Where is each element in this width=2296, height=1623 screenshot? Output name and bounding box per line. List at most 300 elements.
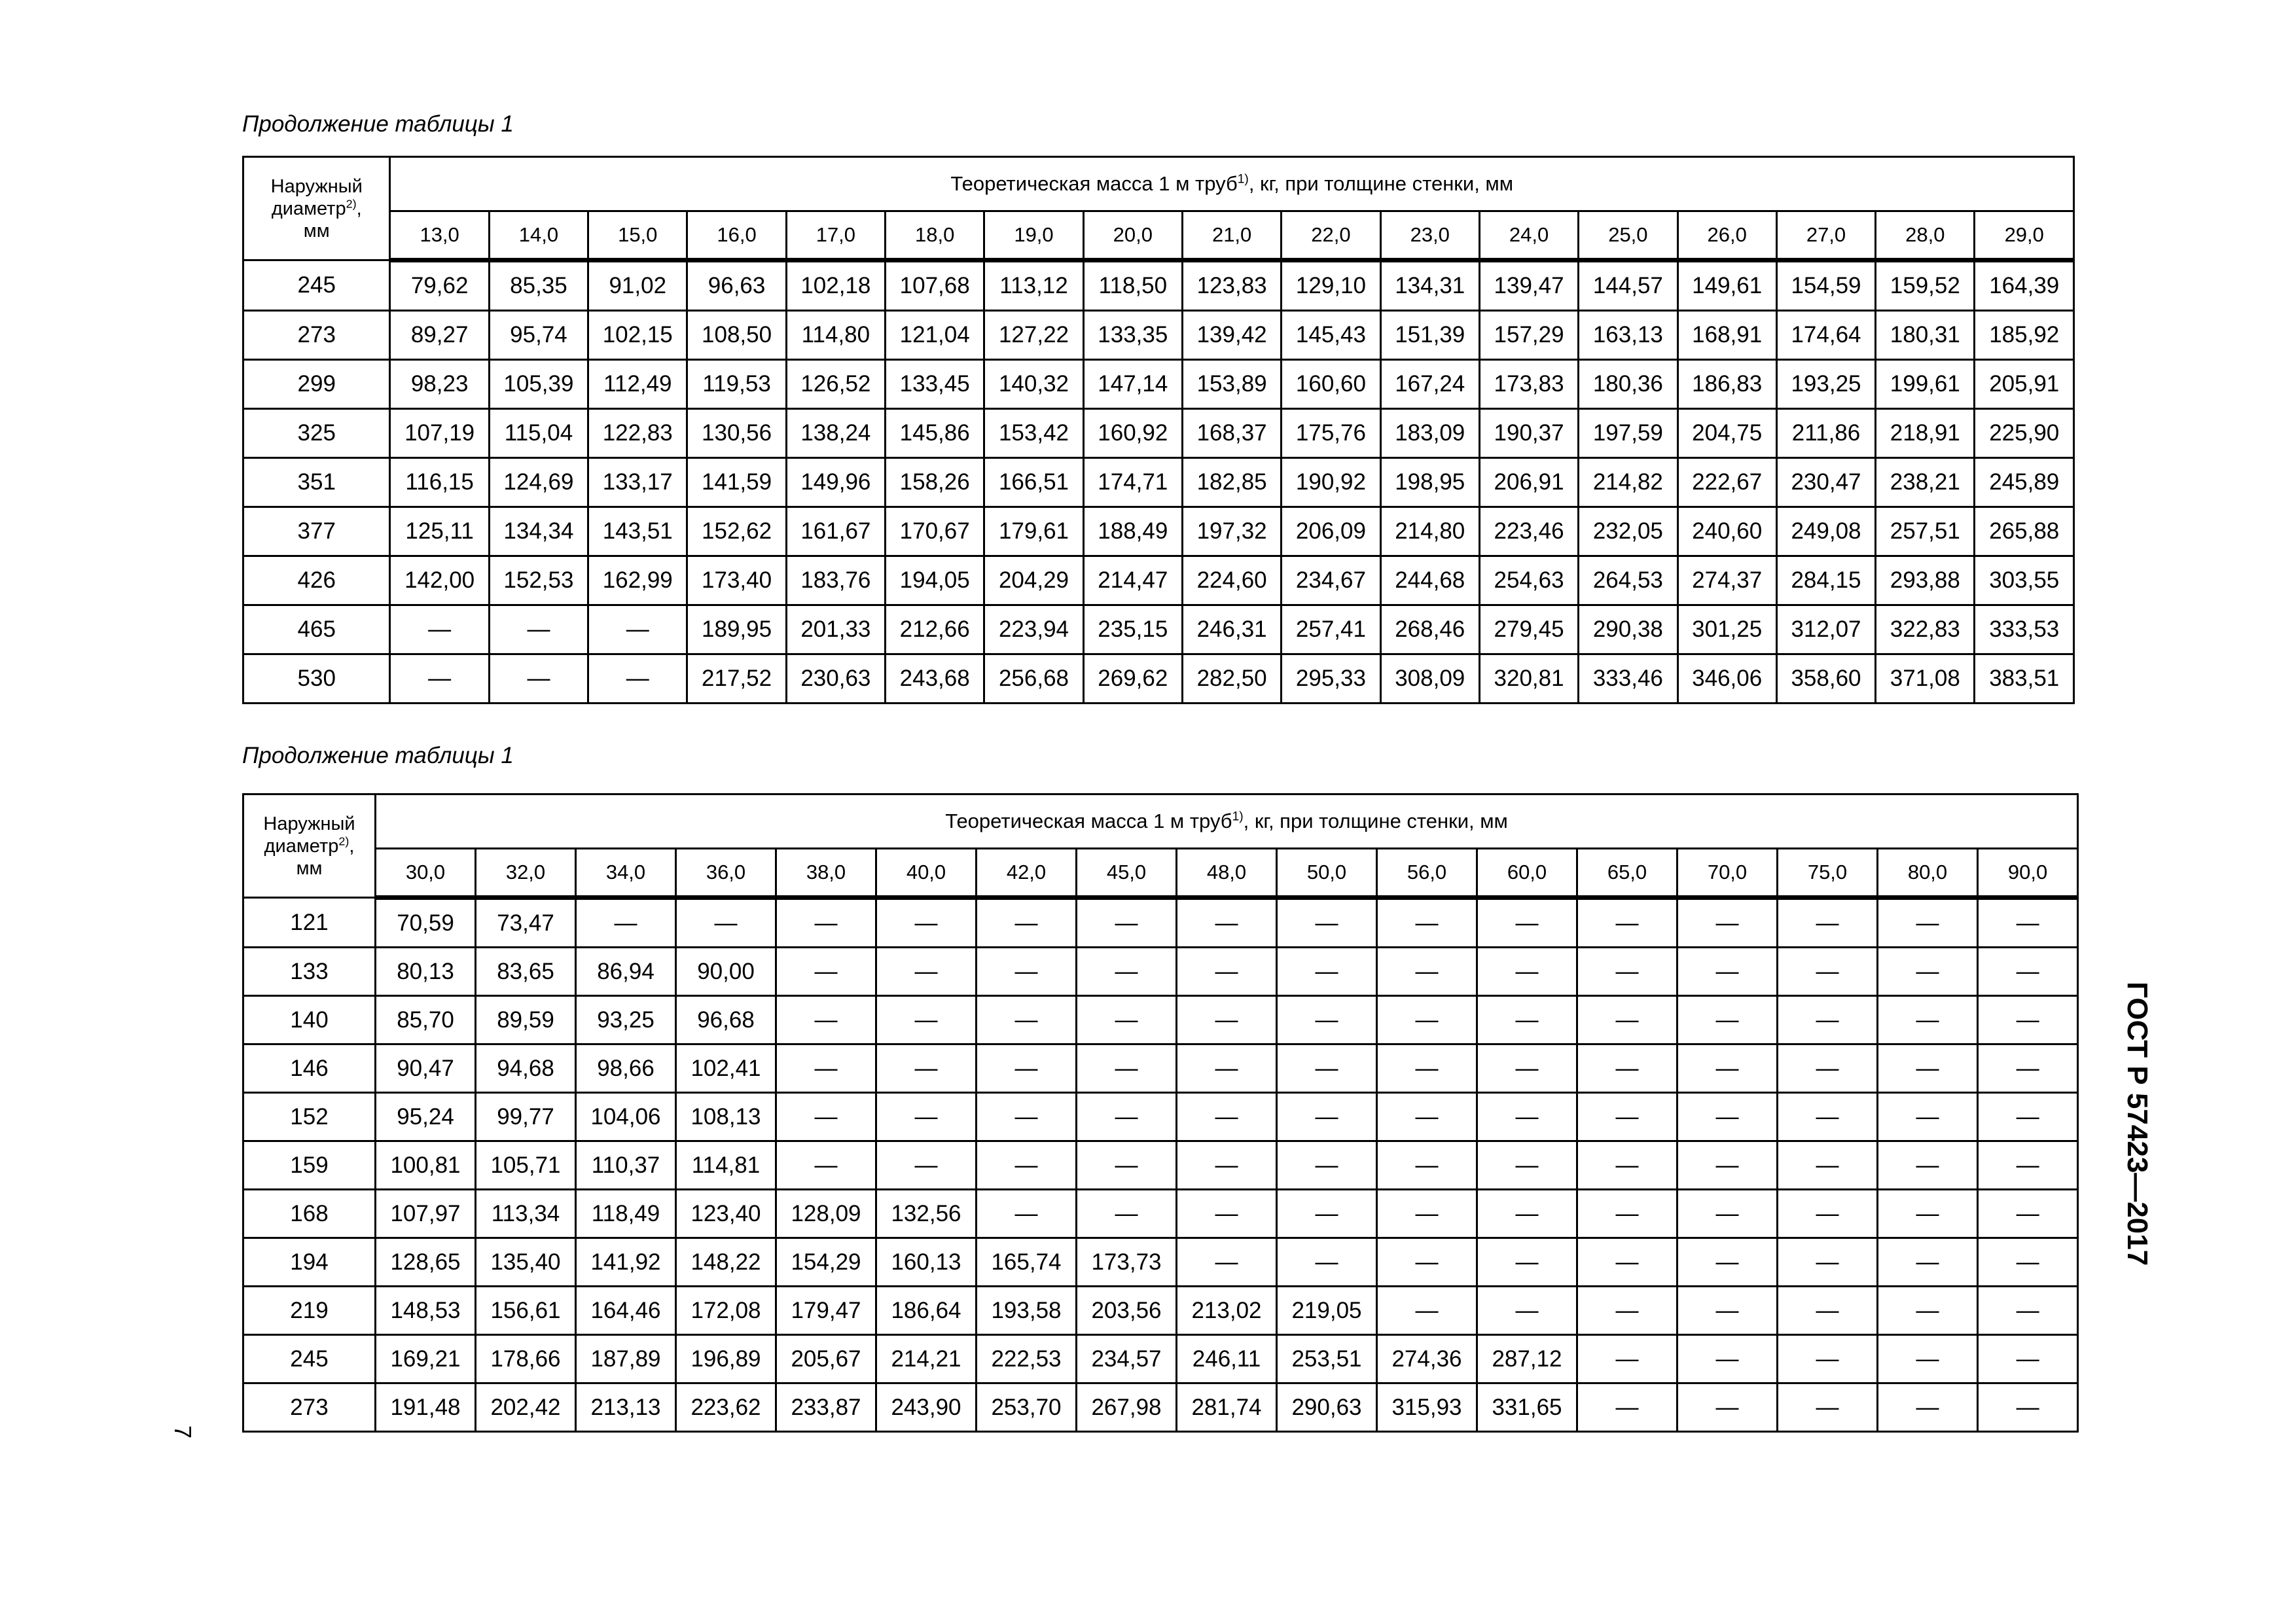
mass-cell: 196,89 [676,1335,776,1383]
mass-cell: 94,68 [476,1044,576,1093]
mass-cell: 243,90 [876,1383,977,1432]
mass-cell: 168,91 [1677,311,1776,360]
mass-cell: 188,49 [1083,507,1182,556]
mass-cell: 269,62 [1083,654,1182,704]
diameter-header: Наружный диаметр$^{2)}$, мм [243,157,390,260]
table-row [243,948,2078,996]
mass-cell: — [1577,948,1677,996]
table-row [243,507,2074,556]
mass-cell: 301,25 [1677,605,1776,654]
mass-cell: 245,89 [1975,458,2074,507]
diameter-cell: 168 [243,1190,376,1238]
mass-cell: — [1177,1238,1277,1287]
mass-cell: 144,57 [1579,260,1677,311]
wall-thickness-header: 48,0 [1177,849,1277,898]
mass-cell: 114,80 [786,311,885,360]
mass-cell: — [1577,996,1677,1044]
mass-cell: — [1077,996,1177,1044]
mass-cell: — [390,654,489,704]
mass-cell: 179,61 [984,507,1083,556]
mass-cell: 105,71 [476,1141,576,1190]
mass-cell: — [1978,948,2078,996]
mass-cell: — [1277,1238,1377,1287]
mass-cell: 293,88 [1876,556,1975,605]
mass-cell: — [1978,898,2078,948]
mass-cell: 295,33 [1282,654,1380,704]
mass-cell: 223,94 [984,605,1083,654]
mass-cell: 254,63 [1479,556,1578,605]
mass-cell: 246,31 [1182,605,1281,654]
mass-cell: — [588,654,687,704]
mass-cell: 287,12 [1477,1335,1577,1383]
mass-cell: — [1577,1335,1677,1383]
mass-cell: 333,46 [1579,654,1677,704]
wall-thickness-header: 26,0 [1677,211,1776,260]
mass-cell: 119,53 [687,360,786,409]
mass-cell: — [776,996,876,1044]
mass-cell: 174,71 [1083,458,1182,507]
table-caption: Продолжение таблицы 1 [242,111,514,137]
mass-cell: 246,11 [1177,1335,1277,1383]
mass-cell: 139,42 [1182,311,1281,360]
wall-thickness-header: 50,0 [1277,849,1377,898]
mass-cell: 202,42 [476,1383,576,1432]
diameter-cell: 159 [243,1141,376,1190]
mass-cell: 149,61 [1677,260,1776,311]
mass-cell: — [876,898,977,948]
mass-cell: — [1778,1093,1878,1141]
mass-cell: — [1778,898,1878,948]
mass-cell: 281,74 [1177,1383,1277,1432]
diameter-cell: 146 [243,1044,376,1093]
mass-cell: — [1177,898,1277,948]
diameter-cell: 140 [243,996,376,1044]
mass-cell: 142,00 [390,556,489,605]
wall-thickness-header: 28,0 [1876,211,1975,260]
mass-cell: 193,58 [977,1287,1077,1335]
mass-cell: 205,67 [776,1335,876,1383]
mass-cell: 174,64 [1776,311,1875,360]
wall-thickness-header: 45,0 [1077,849,1177,898]
wall-thickness-header: 20,0 [1083,211,1182,260]
mass-cell: 238,21 [1876,458,1975,507]
mass-cell: — [876,1093,977,1141]
mass-cell: 133,17 [588,458,687,507]
mass-cell: 169,21 [376,1335,476,1383]
mass-cell: — [1878,1044,1978,1093]
mass-cell: 253,51 [1277,1335,1377,1383]
mass-cell: — [1878,1287,1978,1335]
mass-cell: 112,49 [588,360,687,409]
mass-cell: 175,76 [1282,409,1380,458]
mass-cell: 193,25 [1776,360,1875,409]
table-row [243,260,2074,311]
mass-cell: 165,74 [977,1238,1077,1287]
mass-cell: 154,29 [776,1238,876,1287]
mass-cell: — [1377,1044,1477,1093]
mass-cell: — [1077,948,1177,996]
mass-cell: — [977,1141,1077,1190]
wall-thickness-header: 17,0 [786,211,885,260]
wall-thickness-header: 18,0 [886,211,984,260]
mass-cell: 80,13 [376,948,476,996]
table-row [243,1287,2078,1335]
mass-cell: 244,68 [1380,556,1479,605]
mass-cell: — [1277,898,1377,948]
mass-cell: 115,04 [489,409,588,458]
mass-cell: 230,47 [1776,458,1875,507]
mass-cell: 166,51 [984,458,1083,507]
mass-cell: — [1477,996,1577,1044]
mass-cell: 257,41 [1282,605,1380,654]
wall-thickness-header: 32,0 [476,849,576,898]
mass-cell: 223,62 [676,1383,776,1432]
mass-cell: 159,52 [1876,260,1975,311]
mass-cell: 170,67 [886,507,984,556]
mass-cell: 164,39 [1975,260,2074,311]
mass-cell: 145,43 [1282,311,1380,360]
mass-cell: 89,27 [390,311,489,360]
mass-cell: 257,51 [1876,507,1975,556]
mass-cell: — [1677,1093,1778,1141]
wall-thickness-row [243,849,2078,898]
mass-cell: — [1577,1141,1677,1190]
mass-cell: 173,40 [687,556,786,605]
wall-thickness-header: 70,0 [1677,849,1778,898]
mass-cell: 85,70 [376,996,476,1044]
wall-thickness-header: 38,0 [776,849,876,898]
mass-cell: 331,65 [1477,1383,1577,1432]
mass-cell: — [876,1141,977,1190]
mass-cell: — [1778,1335,1878,1383]
table-row [243,360,2074,409]
mass-cell: — [1878,1383,1978,1432]
wall-thickness-header: 34,0 [576,849,676,898]
mass-cell: 203,56 [1077,1287,1177,1335]
mass-cell: — [1477,1141,1577,1190]
mass-cell: 96,63 [687,260,786,311]
diameter-cell: 273 [243,311,390,360]
mass-cell: 139,47 [1479,260,1578,311]
mass-cell: 186,64 [876,1287,977,1335]
mass-cell: — [1477,1093,1577,1141]
mass-cell: 129,10 [1282,260,1380,311]
mass-cell: 312,07 [1776,605,1875,654]
table-row [243,898,2078,948]
wall-thickness-header: 15,0 [588,211,687,260]
mass-cell: 224,60 [1182,556,1281,605]
mass-cell: — [776,898,876,948]
mass-cell: — [1177,948,1277,996]
mass-cell: 114,81 [676,1141,776,1190]
mass-cell: 116,15 [390,458,489,507]
mass-cell: 90,47 [376,1044,476,1093]
mass-cell: 113,12 [984,260,1083,311]
mass-cell: — [1778,1287,1878,1335]
diameter-cell: 299 [243,360,390,409]
mass-cell: 315,93 [1377,1383,1477,1432]
mass-cell: 134,31 [1380,260,1479,311]
table-row [243,1190,2078,1238]
mass-cell: 213,13 [576,1383,676,1432]
table-row [243,996,2078,1044]
mass-cell: — [1377,1190,1477,1238]
mass-cell: 160,92 [1083,409,1182,458]
wall-thickness-header: 19,0 [984,211,1083,260]
mass-cell: 194,05 [886,556,984,605]
mass-cell: — [1577,1093,1677,1141]
mass-cell: — [1878,1190,1978,1238]
mass-cell: 243,68 [886,654,984,704]
mass-cell: 145,86 [886,409,984,458]
mass-cell: 279,45 [1479,605,1578,654]
mass-cell: — [1778,1238,1878,1287]
table-caption: Продолжение таблицы 1 [242,743,514,768]
mass-cell: 130,56 [687,409,786,458]
mass-cell: 190,37 [1479,409,1578,458]
mass-cell: — [776,1093,876,1141]
mass-cell: 225,90 [1975,409,2074,458]
mass-cell: — [1077,1190,1177,1238]
diameter-cell: 530 [243,654,390,704]
mass-cell: — [1778,1141,1878,1190]
mass-cell: 274,36 [1377,1335,1477,1383]
mass-cell: — [1177,996,1277,1044]
mass-cell: 73,47 [476,898,576,948]
mass-cell: 70,59 [376,898,476,948]
mass-cell: — [489,654,588,704]
mass-cell: 128,09 [776,1190,876,1238]
mass-cell: — [776,1141,876,1190]
mass-cell: 123,40 [676,1190,776,1238]
mass-cell: — [1577,1190,1677,1238]
wall-thickness-row [243,211,2074,260]
mass-cell: 90,00 [676,948,776,996]
mass-cell: 124,69 [489,458,588,507]
mass-cell: — [1177,1044,1277,1093]
wall-thickness-header: 56,0 [1377,849,1477,898]
mass-cell: — [1377,996,1477,1044]
mass-cell: — [977,898,1077,948]
mass-cell: 108,13 [676,1093,776,1141]
mass-cell: 110,37 [576,1141,676,1190]
mass-cell: — [1978,1190,2078,1238]
mass-cell: 213,02 [1177,1287,1277,1335]
mass-cell: 151,39 [1380,311,1479,360]
mass-cell: 102,15 [588,311,687,360]
mass-cell: — [1277,1093,1377,1141]
mass-cell: 100,81 [376,1141,476,1190]
mass-cell: 178,66 [476,1335,576,1383]
diameter-cell: 121 [243,898,376,948]
mass-cell: 186,83 [1677,360,1776,409]
table-row [243,409,2074,458]
mass-cell: 234,67 [1282,556,1380,605]
mass-cell: 282,50 [1182,654,1281,704]
mass-cell: — [1577,1383,1677,1432]
wall-thickness-header: 13,0 [390,211,489,260]
mass-cell: 83,65 [476,948,576,996]
mass-cell: 222,53 [977,1335,1077,1383]
table-row [243,1238,2078,1287]
mass-cell: — [1477,1044,1577,1093]
mass-cell: 133,35 [1083,311,1182,360]
wall-thickness-header: 16,0 [687,211,786,260]
wall-thickness-header: 27,0 [1776,211,1875,260]
mass-cell: — [1077,898,1177,948]
mass-cell: 134,34 [489,507,588,556]
mass-cell: 180,36 [1579,360,1677,409]
mass-cell: — [1978,996,2078,1044]
mass-cell: — [1577,1044,1677,1093]
mass-cell: — [1277,1141,1377,1190]
mass-cell: 206,91 [1479,458,1578,507]
wall-thickness-header: 36,0 [676,849,776,898]
mass-cell: — [977,996,1077,1044]
diameter-cell: 245 [243,1335,376,1383]
mass-cell: 160,13 [876,1238,977,1287]
mass-cell: 211,86 [1776,409,1875,458]
mass-cell: — [1677,1383,1778,1432]
mass-cell: 173,73 [1077,1238,1177,1287]
mass-cell: 371,08 [1876,654,1975,704]
mass-cell: — [1177,1190,1277,1238]
mass-cell: 204,75 [1677,409,1776,458]
diameter-cell: 219 [243,1287,376,1335]
mass-cell: — [1477,1190,1577,1238]
mass-cell: 104,06 [576,1093,676,1141]
mass-cell: — [1377,1141,1477,1190]
table-row [243,1044,2078,1093]
wall-thickness-header: 30,0 [376,849,476,898]
mass-cell: 79,62 [390,260,489,311]
mass-cell: — [588,605,687,654]
wall-thickness-header: 65,0 [1577,849,1677,898]
mass-cell: — [1177,1141,1277,1190]
mass-cell: — [1677,1287,1778,1335]
table-row [243,311,2074,360]
mass-cell: 167,24 [1380,360,1479,409]
wall-thickness-header: 24,0 [1479,211,1578,260]
table-row [243,605,2074,654]
mass-cell: 179,47 [776,1287,876,1335]
mass-cell: — [1477,1238,1577,1287]
mass-cell: — [1978,1141,2078,1190]
mass-table-1 [242,156,2075,704]
mass-cell: 107,19 [390,409,489,458]
mass-cell: 191,48 [376,1383,476,1432]
mass-cell: 158,26 [886,458,984,507]
mass-cell: 138,24 [786,409,885,458]
wall-thickness-header: 22,0 [1282,211,1380,260]
mass-cell: 113,34 [476,1190,576,1238]
mass-cell: 346,06 [1677,654,1776,704]
mass-cell: — [1277,948,1377,996]
mass-cell: 154,59 [1776,260,1875,311]
mass-cell: 240,60 [1677,507,1776,556]
mass-cell: 128,65 [376,1238,476,1287]
mass-cell: — [977,1044,1077,1093]
mass-cell: 320,81 [1479,654,1578,704]
mass-cell: 333,53 [1975,605,2074,654]
mass-cell: 141,59 [687,458,786,507]
mass-cell: 322,83 [1876,605,1975,654]
mass-cell: — [576,898,676,948]
mass-cell: — [1477,898,1577,948]
mass-cell: 212,66 [886,605,984,654]
mass-cell: 108,50 [687,311,786,360]
mass-cell: 180,31 [1876,311,1975,360]
mass-cell: 132,56 [876,1190,977,1238]
mass-cell: — [1878,948,1978,996]
mass-cell: — [390,605,489,654]
mass-cell: 161,67 [786,507,885,556]
mass-cell: — [1978,1044,2078,1093]
mass-cell: 182,85 [1182,458,1281,507]
diameter-cell: 152 [243,1093,376,1141]
diameter-header: Наружный диаметр$^{2)}$, мм [243,794,376,898]
mass-cell: 201,33 [786,605,885,654]
mass-cell: 153,89 [1182,360,1281,409]
mass-cell: 98,66 [576,1044,676,1093]
mass-cell: 214,82 [1579,458,1677,507]
wall-thickness-header: 90,0 [1978,849,2078,898]
mass-cell: 121,04 [886,311,984,360]
mass-cell: 230,63 [786,654,885,704]
mass-cell: — [1377,1093,1477,1141]
mass-cell: 107,97 [376,1190,476,1238]
mass-cell: — [1978,1093,2078,1141]
mass-cell: 214,47 [1083,556,1182,605]
diameter-cell: 426 [243,556,390,605]
mass-cell: 163,13 [1579,311,1677,360]
mass-cell: 96,68 [676,996,776,1044]
mass-cell: — [1677,1190,1778,1238]
mass-cell: 98,23 [390,360,489,409]
mass-cell: — [1577,1238,1677,1287]
mass-cell: 141,92 [576,1238,676,1287]
mass-cell: — [1277,996,1377,1044]
mass-cell: — [1377,948,1477,996]
mass-cell: — [1878,898,1978,948]
mass-cell: — [876,1044,977,1093]
mass-cell: 152,62 [687,507,786,556]
mass-cell: — [1677,1044,1778,1093]
mass-cell: — [1978,1287,2078,1335]
mass-cell: 274,37 [1677,556,1776,605]
mass-cell: — [1677,1238,1778,1287]
table-row [243,1093,2078,1141]
mass-cell: — [876,948,977,996]
diameter-cell: 325 [243,409,390,458]
mass-cell: — [977,1093,1077,1141]
mass-cell: 162,99 [588,556,687,605]
diameter-cell: 351 [243,458,390,507]
mass-cell: 204,29 [984,556,1083,605]
mass-cell: 164,46 [576,1287,676,1335]
mass-cell: 235,15 [1083,605,1182,654]
mass-cell: 233,87 [776,1383,876,1432]
diameter-cell: 245 [243,260,390,311]
table-row [243,1141,2078,1190]
mass-cell: — [1277,1044,1377,1093]
mass-cell: 358,60 [1776,654,1875,704]
mass-cell: — [1677,1335,1778,1383]
mass-cell: 234,57 [1077,1335,1177,1383]
mass-cell: 125,11 [390,507,489,556]
wall-thickness-header: 40,0 [876,849,977,898]
mass-cell: — [1778,1383,1878,1432]
